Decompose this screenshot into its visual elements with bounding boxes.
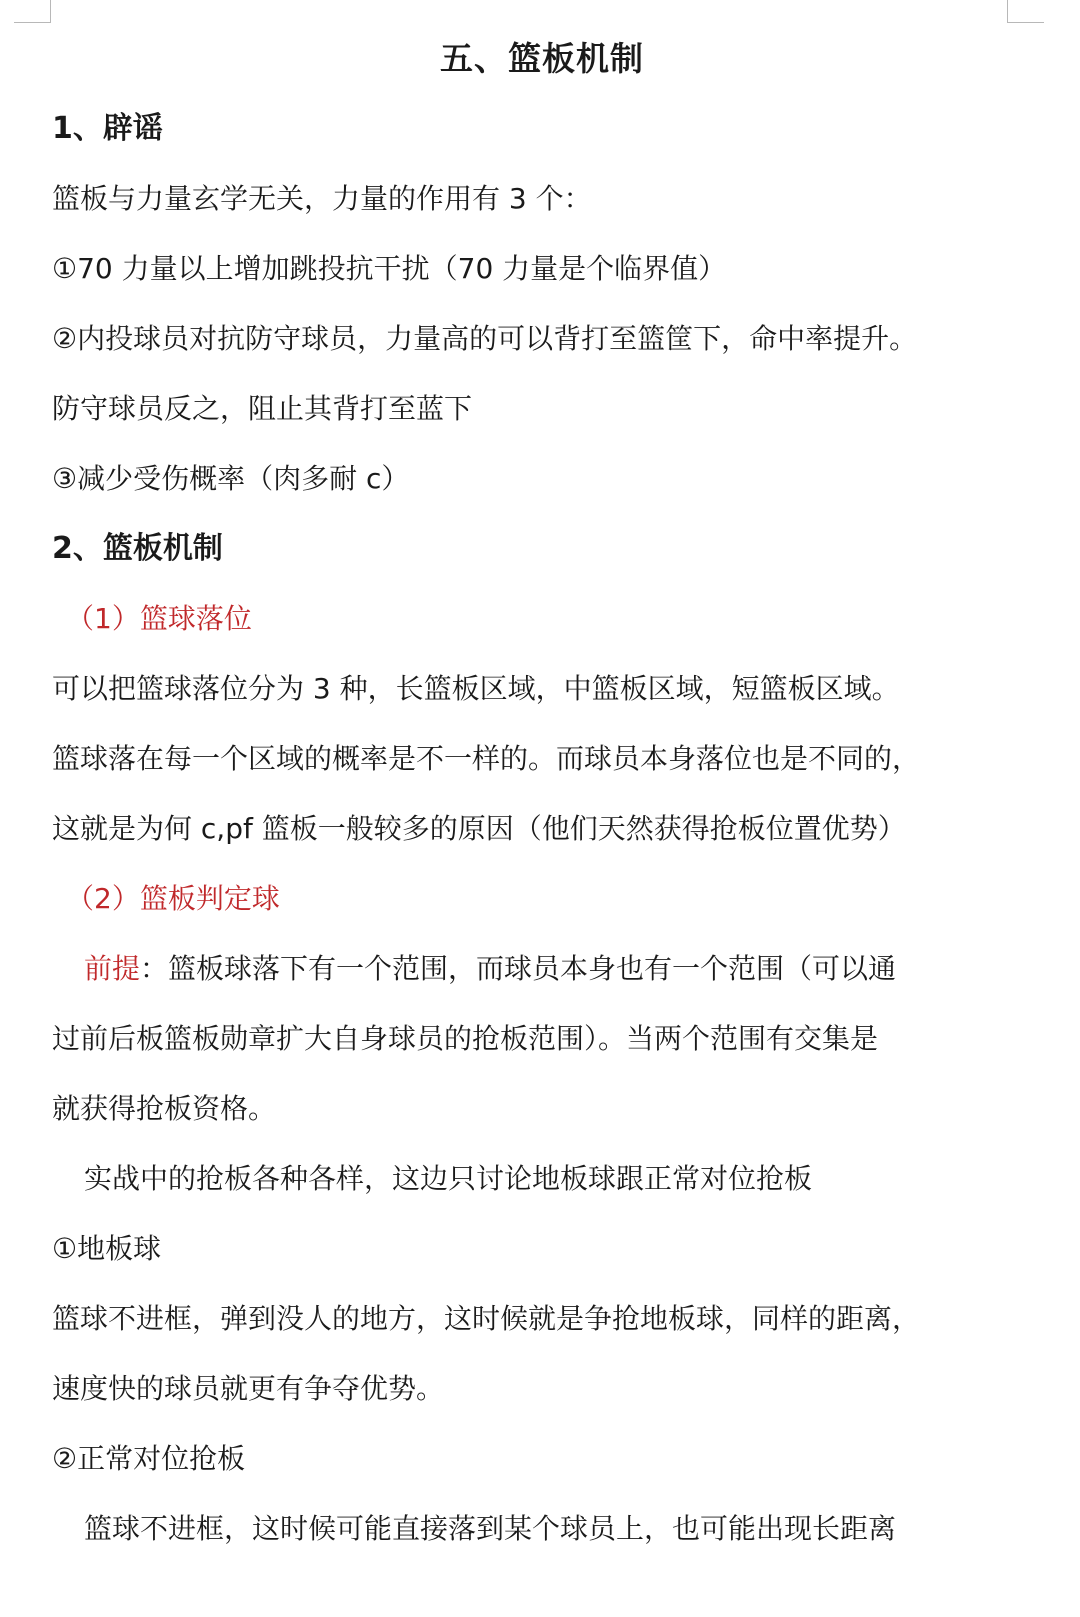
- list-item: ①70 力量以上增加跳投抗干扰（70 力量是个临界值）: [52, 252, 727, 285]
- paragraph: 过前后板篮板勋章扩大自身球员的抢板范围）。当两个范围有交集是: [52, 1022, 879, 1055]
- list-item: ②正常对位抢板: [52, 1442, 246, 1475]
- premise-paragraph: [52, 934, 1032, 1004]
- paragraph: 就获得抢板资格。: [52, 1092, 277, 1125]
- paragraph: 可以把篮球落位分为 3 种，长篮板区域，中篮板区域，短篮板区域。: [52, 672, 900, 705]
- document-title: 五、篮板机制: [440, 39, 644, 78]
- subsection-heading: （1）篮球落位: [66, 602, 252, 635]
- list-item: ③减少受伤概率（肉多耐 c）: [52, 462, 410, 495]
- paragraph: 防守球员反之，阻止其背打至蓝下: [52, 392, 473, 425]
- section-1-heading: 1、辟谣: [52, 111, 163, 146]
- page-corner-mark-left: [14, 0, 51, 23]
- list-item: ①地板球: [52, 1232, 162, 1265]
- paragraph: 实战中的抢板各种各样，这边只讨论地板球跟正常对位抢板: [84, 1162, 813, 1195]
- list-item: ②内投球员对抗防守球员，力量高的可以背打至篮筐下，命中率提升。: [52, 322, 918, 355]
- section-2-heading: 2、篮板机制: [52, 531, 223, 566]
- document-page: [52, 24, 1032, 1564]
- page-corner-mark-right: [1007, 0, 1044, 23]
- paragraph: 篮球不进框，弹到没人的地方，这时候就是争抢地板球，同样的距离，: [52, 1302, 921, 1335]
- subsection-heading: （2）篮板判定球: [66, 882, 280, 915]
- paragraph: 速度快的球员就更有争夺优势。: [52, 1372, 445, 1405]
- premise-text: ：篮板球落下有一个范围，而球员本身也有一个范围（可以通: [140, 952, 897, 985]
- paragraph: 篮球不进框，这时候可能直接落到某个球员上，也可能出现长距离: [84, 1512, 897, 1545]
- paragraph: 这就是为何 c,pf 篮板一般较多的原因（他们天然获得抢板位置优势）: [52, 812, 906, 845]
- paragraph: 篮球落在每一个区域的概率是不一样的。而球员本身落位也是不同的，: [52, 742, 921, 775]
- paragraph: 篮板与力量玄学无关，力量的作用有 3 个：: [52, 182, 592, 215]
- premise-label: 前提: [84, 952, 141, 985]
